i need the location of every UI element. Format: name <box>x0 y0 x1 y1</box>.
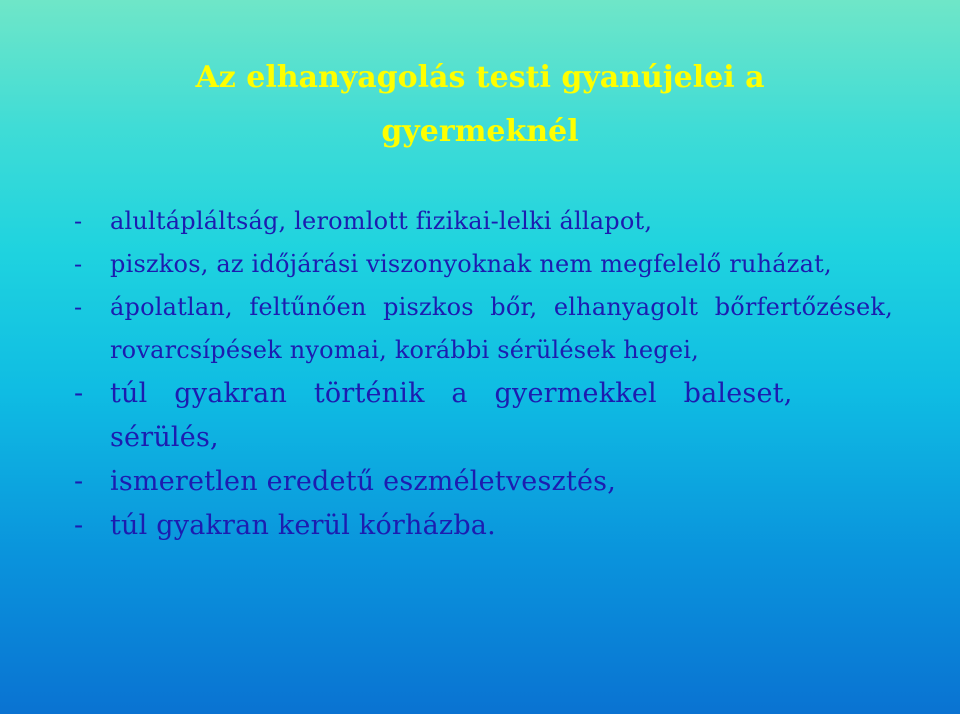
list-item <box>68 460 893 504</box>
list-item <box>68 200 893 243</box>
bullet-dash: - <box>74 250 83 278</box>
slide-title-line-1: Az elhanyagolás testi gyanújelei a <box>195 60 765 95</box>
slide-title-line-2: gyermeknél <box>381 114 579 149</box>
list-item-text: túl gyakran kerül kórházba. <box>110 510 496 541</box>
list-item-text: ismeretlen eredetű eszméletvesztés, <box>110 466 617 497</box>
bullet-dash: - <box>74 293 83 321</box>
list-item <box>68 286 893 372</box>
list-item <box>68 504 893 548</box>
bullet-dash: - <box>74 510 84 541</box>
list-item-text: ápolatlan, feltűnően piszkos bőr, elhanyagolt bőrfertőzések, rovarcsípések nyomai, korábbi sérülések hegei, <box>110 293 893 364</box>
list-item <box>68 372 893 460</box>
bullet-dash: - <box>74 378 84 409</box>
list-item <box>68 243 893 286</box>
bullet-list <box>68 200 893 548</box>
list-item-text: alultápláltság, leromlott fizikai-lelki állapot, <box>110 207 653 235</box>
bullet-dash: - <box>74 466 84 497</box>
list-item-text: túl gyakran történik a gyermekkel baleset, sérülés, <box>110 378 793 453</box>
list-item-text: piszkos, az időjárási viszonyoknak nem megfelelő ruházat, <box>110 250 832 278</box>
bullet-dash: - <box>74 207 83 235</box>
